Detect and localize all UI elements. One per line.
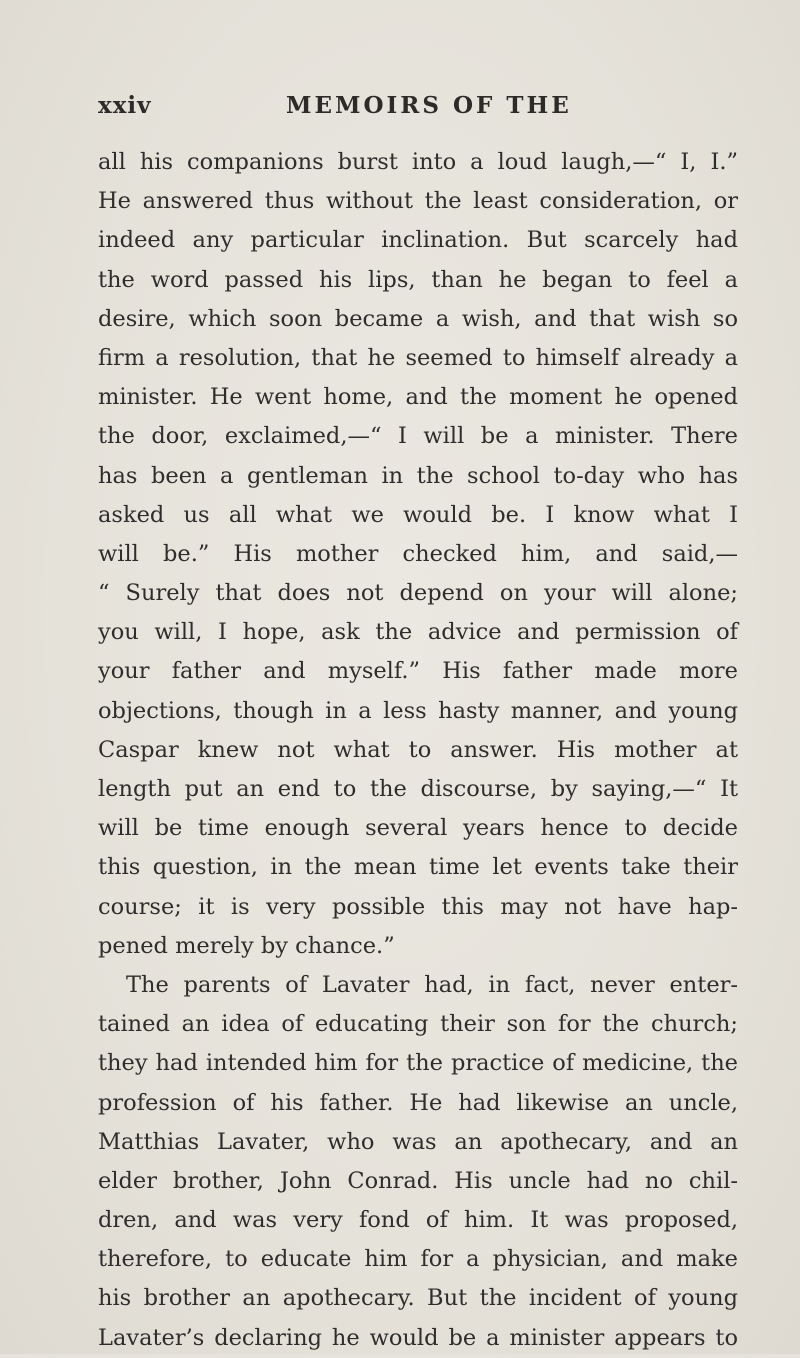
text-line: tained an idea of educating their son for the church;: [98, 1011, 738, 1038]
text-line: your father and myself.” His father made more: [98, 658, 738, 685]
text-line: you will, I hope, ask the advice and permission of: [98, 619, 738, 646]
text-line: He answered thus without the least consideration, or: [98, 188, 738, 215]
text-line: profession of his father. He had likewise an uncle,: [98, 1089, 738, 1116]
page-number: xxiv: [98, 92, 152, 119]
text-line: Caspar knew not what to answer. His mother at: [98, 736, 738, 763]
text-line: length put an end to the discourse, by saying,—“ It: [98, 776, 738, 802]
text-line: pened merely by chance.”: [98, 932, 395, 959]
page-header: [98, 92, 738, 132]
text-line: all his companions burst into a loud laugh,—“ I, I.”: [98, 149, 738, 175]
text-line: this question, in the mean time let events take their: [98, 854, 738, 881]
text-line: dren, and was very fond of him. It was proposed,: [98, 1207, 738, 1234]
text-line: desire, which soon became a wish, and that wish so: [98, 305, 738, 332]
text-line: will be.” His mother checked him, and said,—: [98, 540, 738, 567]
text-line: asked us all what we would be. I know what I: [98, 501, 738, 528]
text-line: minister. He went home, and the moment he opened: [98, 384, 738, 411]
text-line: his brother an apothecary. But the incident of young: [98, 1285, 738, 1312]
text-line: the word passed his lips, than he began to feel a: [98, 266, 738, 293]
body-text: [98, 143, 738, 1358]
text-line: the door, exclaimed,—“ I will be a minister. There: [98, 423, 738, 450]
running-head: MEMOIRS OF THE: [286, 92, 572, 119]
text-line: firm a resolution, that he seemed to himself already a: [98, 344, 738, 371]
text-line: indeed any particular inclination. But scarcely had: [98, 227, 738, 254]
text-line: “ Surely that does not depend on your will alone;: [98, 580, 738, 607]
text-line: will be time enough several years hence to decide: [98, 815, 738, 842]
paragraph-start-line: The parents of Lavater had, in fact, never enter-: [126, 971, 738, 998]
text-line: Matthias Lavater, who was an apothecary, and an: [98, 1128, 738, 1155]
text-line: course; it is very possible this may not have hap-: [98, 893, 738, 920]
text-line: therefore, to educate him for a physician, and make: [98, 1246, 738, 1273]
text-line: they had intended him for the practice of medicine, the: [98, 1050, 738, 1077]
text-line: elder brother, John Conrad. His uncle had no chil-: [98, 1167, 738, 1194]
text-line: has been a gentleman in the school to-day who has: [98, 462, 738, 489]
text-line: Lavater’s declaring he would be a minister appears to: [98, 1324, 738, 1351]
text-line: objections, though in a less hasty manner, and young: [98, 697, 738, 724]
